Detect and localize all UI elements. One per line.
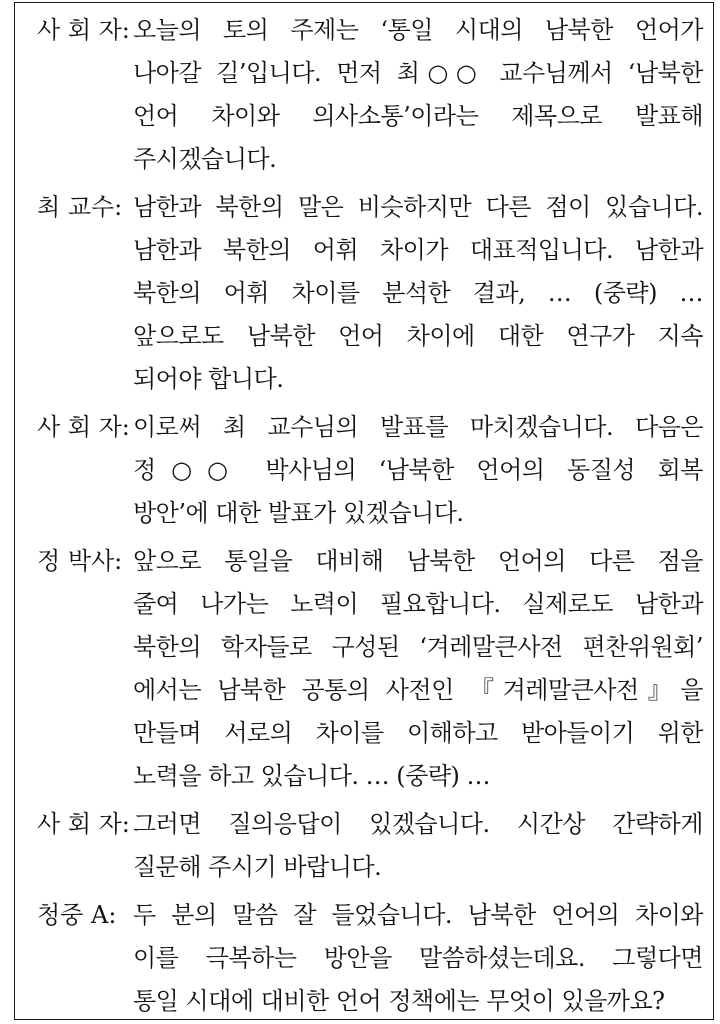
utterance — [133, 9, 703, 181]
utterance-line: 나아갈 길’입니다. 먼저 최○○ 교수님께서 ‘남북한 — [133, 59, 703, 87]
utterance-line: 질문해 주시기 바랍니다. — [133, 853, 382, 881]
speaker-label: 정 박사: — [37, 547, 123, 575]
speaker-label: 사 회 자: — [37, 16, 130, 44]
dialogue-turn-doctor-jung — [37, 540, 703, 798]
utterance-line: 방안’에 대한 발표가 있겠습니다. — [133, 499, 464, 527]
utterance-line: 되어야 합니다. — [133, 365, 284, 393]
speaker-label: 청중 A: — [37, 901, 117, 929]
utterance-line: 남한과 북한의 말은 비슷하지만 다른 점이 있습니다. — [133, 193, 703, 221]
utterance-line: 노력을 하고 있습니다. … (중략) … — [133, 762, 491, 790]
dialogue-turn-moderator-1 — [37, 9, 703, 181]
utterance-line: 만들며 서로의 차이를 이해하고 받아들이기 위한 — [133, 719, 703, 747]
utterance-line: 앞으로도 남북한 언어 차이에 대한 연구가 지속 — [133, 322, 703, 350]
speaker-label: 사 회 자: — [37, 413, 130, 441]
utterance-line: 남한과 북한의 어휘 차이가 대표적입니다. 남한과 — [133, 236, 703, 264]
dialogue-turn-audience-a — [37, 894, 703, 1023]
utterance-line: 이를 극복하는 방안을 말씀하셨는데요. 그렇다면 — [133, 944, 703, 972]
speaker-label: 최 교수: — [37, 193, 123, 221]
utterance-line: 앞으로 통일을 대비해 남북한 언어의 다른 점을 — [133, 547, 703, 575]
utterance-line: 이로써 최 교수님의 발표를 마치겠습니다. 다음은 — [133, 413, 703, 441]
utterance-line: 그러면 질의응답이 있겠습니다. 시간상 간략하게 — [133, 810, 703, 838]
utterance-line: 두 분의 말씀 잘 들었습니다. 남북한 언어의 차이와 — [133, 901, 703, 929]
utterance-line: 언어 차이와 의사소통’이라는 제목으로 발표해 — [133, 102, 703, 130]
utterance-line: 에서는 남북한 공통의 사전인 『겨레말큰사전』을 — [133, 676, 703, 704]
utterance-line: 주시겠습니다. — [133, 145, 277, 173]
utterance — [133, 803, 703, 889]
utterance-line: 북한의 어휘 차이를 분석한 결과, … (중략) … — [133, 279, 703, 307]
dialogue-box — [14, 2, 714, 1020]
speaker-label: 사 회 자: — [37, 810, 130, 838]
dialogue-turn-professor-choi — [37, 186, 703, 401]
dialogue-turn-moderator-2 — [37, 406, 703, 535]
utterance-line: 오늘의 토의 주제는 ‘통일 시대의 남북한 언어가 — [133, 16, 703, 44]
utterance-line: 정○○ 박사님의 ‘남북한 언어의 동질성 회복 — [133, 456, 703, 484]
utterance-line: 북한의 학자들로 구성된 ‘겨레말큰사전 편찬위원회’ — [133, 633, 703, 661]
utterance — [133, 540, 703, 798]
utterance-line: 줄여 나가는 노력이 필요합니다. 실제로도 남한과 — [133, 590, 703, 618]
utterance-line: 통일 시대에 대비한 언어 정책에는 무엇이 있을까요? — [133, 987, 665, 1015]
dialogue-turn-moderator-3 — [37, 803, 703, 889]
utterance — [133, 186, 703, 401]
utterance — [133, 894, 703, 1023]
utterance — [133, 406, 703, 535]
